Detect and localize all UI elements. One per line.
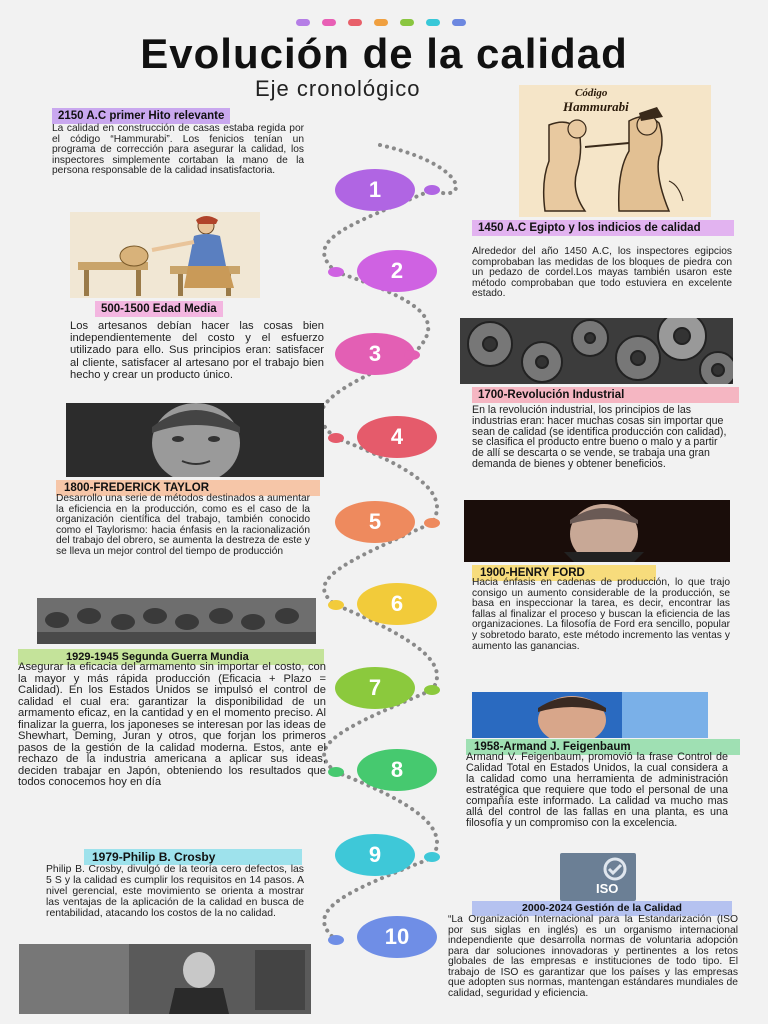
event-7-label: 1929-1945 Segunda Guerra Mundia [18,649,324,665]
event-1-label: 2150 A.C primer Hito relevante [52,108,230,124]
event-6-text: Hacia énfasis en cadenas de producción, lo que trajo consigo un aumento considerable de la producción, se basa en inspeccionar la tarea, es decir, encontrar las fallas al finalizar el proceso y buscan la eficiencia de las organizaciones. La filosofía de Ford era sencillo, popular y sobretodo barato, este método incremento las ventas y aumento las ganancias. [472,577,730,652]
checkmark-icon [600,857,630,881]
timeline-knob-5 [424,518,440,528]
ford-photo [464,500,730,562]
timeline-circle-6 [357,583,437,625]
event-5-label: 1800-FREDERICK TAYLOR [56,480,320,496]
timeline-knob-10 [328,935,344,945]
timeline-circle-8 [357,749,437,791]
ford-portrait [464,500,730,562]
iso-logo [560,853,636,901]
timeline-number-2: 2 [390,258,404,283]
iso-logo-text: ISO [596,881,619,896]
timeline-number-1: 1 [368,177,382,202]
soldiers-illustration [37,598,316,644]
taylor-portrait [66,403,324,477]
artisan-illustration [70,212,260,298]
hammurabi-caption-1: Código [575,87,608,99]
timeline-knob-7 [424,685,440,695]
gears-image [460,318,733,384]
timeline-circle-4 [357,416,437,458]
feigenbaum-portrait [472,692,708,738]
timeline-circle-3 [335,333,415,375]
timeline-knob-3 [404,350,420,360]
event-3-label: 500-1500 Edad Media [95,301,223,317]
timeline-knob-6 [328,600,344,610]
event-4-label: 1700-Revolución Industrial [472,387,739,403]
timeline-number-6: 6 [390,591,404,616]
timeline-circle-1 [335,169,415,211]
timeline-knob-4 [328,433,344,443]
hammurabi-image [519,85,711,217]
event-6-label: 1900-HENRY FORD [472,565,656,581]
event-8-label: 1958-Armand J. Feigenbaum [466,739,740,755]
feigenbaum-photo [472,692,708,738]
timeline-number-5: 5 [368,509,382,534]
event-9-label: 1979-Philip B. Crosby [84,849,302,865]
timeline-number-9: 9 [368,842,382,867]
gears-illustration [460,318,733,384]
timeline-circle-2 [357,250,437,292]
event-5-text: Desarrollo una serie de métodos destinados a aumentar la eficiencia en la producción, como es el caso de la organización científica del trabajo, también conocido como el Taylorismo: hacia énfasis en la racionalización del trabajo del obrero, se aumenta la destreza de este y se lleva un mejor control del tiempo de producción [56,493,310,557]
timeline-knob-9 [424,852,440,862]
event-10-text: “La Organización Internacional para la Estandarización (ISO por sus siglas en inglés) es un organismo internacional independiente que desarrolla normas de voluntaria adopción para dar soluciones innovadoras y pertinentes a los retos globales de las empresas e instituciones de todo tipo. El trabajo de ISO es garantizar que los países y las empresas que adopten sus normas, mantengan estándares mundiales de calidad, seguridad y eficiencia. [448,914,738,999]
event-4-text: En la revolución industrial, los principios de las industrias eran: hacer muchas cosas sin importar que sean de calidad (se identifica producción con calidad), se clasifica el producto entre bueno o malo y a partir de allí se descarta o se vende, se trabaja una gran demanda de bienes y obtener beneficios. [472,404,727,470]
event-9-text: Philip B. Crosby, divulgó de la teoría cero defectos, las 5 S y la calidad es cumplir los requisitos en 14 pasos. A nivel gerencial, este movimiento se orienta a mostrar las ventajas de la aplicación de la calidad en busca de rentabilidad, atacando los costos de la no calidad. [46,864,304,919]
timeline-number-10: 10 [384,924,410,949]
event-2-label: 1450 A.C Egipto y los indicios de calidad [472,220,734,236]
event-3-text: Los artesanos debían hacer las cosas bien independientemente del costo y el esfuerzo utilizado para ello. Sus principios eran: satisfacer al cliente, satisfacer al artesano por el trabajo bien hecho y crear un producto único. [70,320,324,381]
crosby-photo [19,944,311,1014]
taylor-photo [66,403,324,477]
crosby-portrait [19,944,311,1014]
event-7-text: Asegurar la eficacia del armamento sin importar el costo, con la mayor y más rápida producción (Eficacia + Plazo = Calidad). En los Estados Unidos se impulsó el control de calidad el cual era: garantizar la disponibilidad de un armamento eficaz, en la cantidad y en el momento preciso. Al finalizar la guerra, los japoneses se interesan por las ideas de Shewhart, Deming, Juran y otros, que forjan los primeros pasos de la gestión de la calidad moderna. Estos, ante el rechazo de la industria americana a aplicar sus ideas, deciden trabajar en Japón, obteniendo los resultados que todos conocemos hoy en día [18,661,326,788]
timeline-knob-8 [328,767,344,777]
timeline-knob-2 [328,267,344,277]
timeline-number-4: 4 [390,424,404,449]
timeline-circle-5 [335,501,415,543]
page-subtitle: Eje cronológico [255,76,421,101]
event-1-text: La calidad en construcción de casas estaba regida por el código “Hammurabi”. Los fenicios tenían un programa de corrección para asegurar la calidad, los inspectores simplemente cortaban la mano de la persona responsable de la calidad insatisfactoria. [52,123,304,177]
event-2-text: Alrededor del año 1450 A.C, los inspectores egipcios comprobaban las medidas de los bloques de piedra con un pedazo de cordel.Los mayas también usaron este método comprobaban que todo estuviera en excelente estado. [472,246,732,300]
hammurabi-caption-2: Hammurabi [563,99,629,114]
timeline-circle-10 [357,916,437,958]
event-8-text: Armand V. Feigenbaum, promovió la frase Control de Calidad Total en Estados Unidos, la cual considera a la calidad como una herramienta de administración estratégica que requiere que todo el personal de una compañía este informado. La calidad va mucho mas allá del control de las fallas en una planta, es una filosofía y un compromiso con la excelencia. [466,751,728,829]
timeline-number-7: 7 [368,675,382,700]
event-10-label: 2000-2024 Gestión de la Calidad [472,901,732,916]
timeline-circle-7 [335,667,415,709]
page-title: Evolución de la calidad [140,30,628,77]
war-image [37,598,316,644]
timeline-number-8: 8 [390,757,404,782]
artisan-image [70,212,260,298]
timeline-knob-1 [424,185,440,195]
timeline-circle-9 [335,834,415,876]
timeline-number-3: 3 [368,341,382,366]
